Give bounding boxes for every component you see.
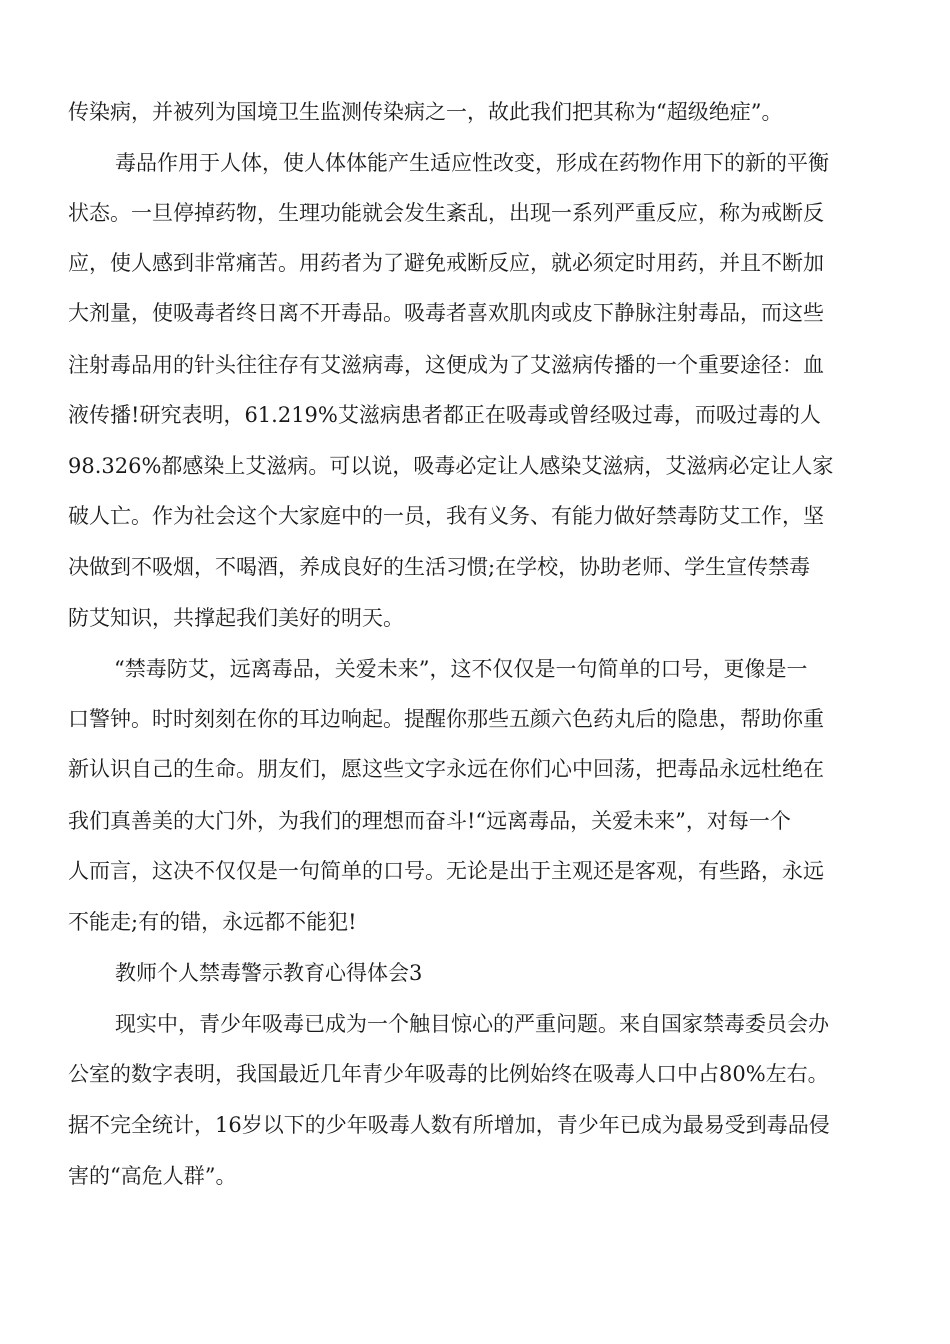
text-line [0,190,950,236]
paragraph-first-line [0,1001,950,1047]
text-line [0,493,950,539]
text-line-content: 决做到不吸烟，不喝酒，养成良好的生活习惯;在学校，协助老师、学生宣传禁毒 [68,555,811,579]
text-line-content: 传染病，并被列为国境卫生监测传染病之一，故此我们把其称为“超级绝症”。 [68,100,783,124]
text-line-content: 公室的数字表明，我国最近几年青少年吸毒的比例始终在吸毒人口中占80%左右。 [68,1062,829,1086]
text-line [0,392,950,438]
text-line [0,240,950,286]
text-line-content: 不能走;有的错，永远都不能犯! [68,910,357,934]
text-line [0,1153,950,1199]
text-line-content: “禁毒防艾，远离毒品，关爱未来”，这不仅仅是一句简单的口号，更像是一 [114,657,808,681]
text-line-content: 液传播!研究表明，61.219%艾滋病患者都正在吸毒或曾经吸过毒，而吸过毒的人 [68,403,821,427]
text-line [0,89,950,135]
text-line-content: 人而言，这决不仅仅是一句简单的口号。无论是出于主观还是客观，有些路，永远 [68,859,824,883]
paragraph-first-line [0,646,950,692]
section-heading [0,950,950,996]
paragraph-first-line [0,140,950,186]
text-line [0,1102,950,1148]
text-line [0,1051,950,1097]
text-line [0,848,950,894]
text-line-content: 应，使人感到非常痛苦。用药者为了避免戒断反应，就必须定时用药，并且不断加 [68,251,824,275]
text-line-content: 新认识自己的生命。朋友们，愿这些文字永远在你们心中回荡，把毒品永远杜绝在 [68,757,824,781]
text-line-content: 毒品作用于人体，使人体体能产生适应性改变，形成在药物作用下的新的平衡 [115,151,829,175]
text-line [0,798,950,844]
text-line-content: 现实中，青少年吸毒已成为一个触目惊心的严重问题。来自国家禁毒委员会办 [115,1012,829,1036]
text-line [0,544,950,590]
text-line-content: 状态。一旦停掉药物，生理功能就会发生紊乱，出现一系列严重反应，称为戒断反 [68,201,824,225]
text-line [0,899,950,945]
text-line [0,746,950,792]
text-line-content: 据不完全统计，16岁以下的少年吸毒人数有所增加，青少年已成为最易受到毒品侵 [68,1113,830,1137]
text-line-content: 口警钟。时时刻刻在你的耳边响起。提醒你那些五颜六色药丸后的隐患，帮助你重 [68,707,824,731]
text-line [0,696,950,742]
text-line-content: 注射毒品用的针头往往存有艾滋病毒，这便成为了艾滋病传播的一个重要途径：血 [68,353,824,377]
text-line [0,443,950,489]
text-line-content: 害的“高危人群”。 [68,1164,237,1188]
text-line-content: 我们真善美的大门外，为我们的理想而奋斗!“远离毒品，关爱未来”，对每一个 [68,809,791,833]
text-line-content: 98.326%都感染上艾滋病。可以说，吸毒必定让人感染艾滋病，艾滋病必定让人家 [68,454,834,478]
text-line-content: 大剂量，使吸毒者终日离不开毒品。吸毒者喜欢肌肉或皮下静脉注射毒品，而这些 [68,301,824,325]
text-line [0,342,950,388]
text-line [0,595,950,641]
text-line-content: 破人亡。作为社会这个大家庭中的一员，我有义务、有能力做好禁毒防艾工作，坚 [68,504,824,528]
text-line-content: 防艾知识，共撑起我们美好的明天。 [68,606,404,630]
section-heading-text: 教师个人禁毒警示教育心得体会3 [115,961,423,985]
text-line [0,290,950,336]
